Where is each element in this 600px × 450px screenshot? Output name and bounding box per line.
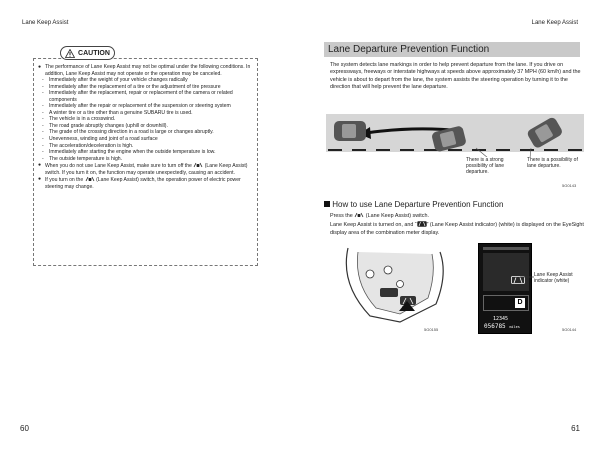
lane-keep-assist-icon xyxy=(354,212,364,218)
list-item: ● When you do not use Lane Keep Assist, make sure to turn off the (Lane Keep Assist) switch. If you turn it on, the function may operate unexpectedly, causing an accident. xyxy=(38,162,248,176)
trip-value: 056785 miles xyxy=(484,323,520,330)
list-item: - Immediately after the replacement of a tire or the adjustment of tire pressure xyxy=(42,83,221,90)
list-item: - Immediately after the repair or replacement of the suspension or steering system xyxy=(42,103,231,110)
gear-indicator: D xyxy=(515,298,525,308)
steering-wheel-switch-illustration xyxy=(340,244,450,324)
list-item: - Immediately after starting the engine when the outside temperature is low. xyxy=(42,149,216,156)
list-item: - The grade of the crossing direction in a road is large or changes abruptly. xyxy=(42,129,214,136)
figure-code: 5G0143 xyxy=(562,183,577,188)
page-number-left: 60 xyxy=(20,424,29,433)
warning-triangle-icon xyxy=(65,49,75,58)
combination-meter-display xyxy=(478,243,532,334)
figure-code: 5G0144 xyxy=(562,327,577,332)
lane-keep-assist-icon xyxy=(85,176,95,182)
lane-departure-illustration xyxy=(326,106,584,194)
list-item: - Unevenness, winding and joint of a road surface xyxy=(42,136,158,143)
lane-keep-assist-icon xyxy=(193,162,203,168)
list-item: - Immediately after the replacement, repair or replacement of the camera or related components xyxy=(42,90,233,103)
list-item: - The outside temperature is high. xyxy=(42,155,123,162)
list-item: ● The performance of Lane Keep Assist may not be optimal under the following conditions. In addition, Lane Keep Assist may not operate or the operation may be canceled. xyxy=(38,64,251,77)
list-item: - A winter tire or a tire other than a genuine SUBARU tire is used. xyxy=(42,109,193,116)
list-item: - The road grade abruptly changes (uphill or downhill). xyxy=(42,122,168,129)
section-intro: The system detects lane markings in order to help prevent departure from the lane. If you drive on expressways, freeways or interstate highways at speeds above approximately 37 MPH (60 km/h) and the vehicle is about to depart from the lane, the system assists the steering operation by turning it to the direction that will help prevent the lane departure. xyxy=(330,62,581,90)
caution-label-text: CAUTION xyxy=(78,49,110,57)
figure-code: 5G0155 xyxy=(424,327,439,332)
list-item: - The acceleration/deceleration is high. xyxy=(42,142,134,149)
list-item: - The vehicle is in a crosswind. xyxy=(42,116,116,123)
list-item: ● If you turn on the (Lane Keep Assist) switch, the operation power of electric power steering may change. xyxy=(38,176,241,190)
how-to-title: How to use Lane Departure Prevention Function xyxy=(324,200,503,209)
caution-label xyxy=(60,46,115,60)
list-item: - Immediately after the weight of your vehicle changes radically xyxy=(42,77,188,84)
how-to-body: Press the (Lane Keep Assist) switch. Lane Keep Assist is turned on, and “ ” (Lane Keep Assist indicator) (white) is displayed on the EyeSight display area of the combination meter display. xyxy=(330,213,584,236)
lane-keep-assist-indicator-icon xyxy=(417,221,427,227)
indicator-label: Lane Keep Assist indicator (white) xyxy=(534,272,578,284)
odometer-value: 12345 xyxy=(493,316,509,322)
note-strong-possibility: There is a strong possibility of lane departure. xyxy=(466,157,514,176)
car-icon xyxy=(334,121,366,141)
note-possibility: There is a possibility of lane departure. xyxy=(527,157,578,170)
square-bullet-icon xyxy=(324,201,330,207)
header-right-title: Lane Keep Assist xyxy=(531,20,578,26)
caution-list xyxy=(38,64,254,190)
header-left-title: Lane Keep Assist xyxy=(22,20,69,26)
page-number-right: 61 xyxy=(571,424,580,433)
section-title: Lane Departure Prevention Function xyxy=(324,42,580,57)
